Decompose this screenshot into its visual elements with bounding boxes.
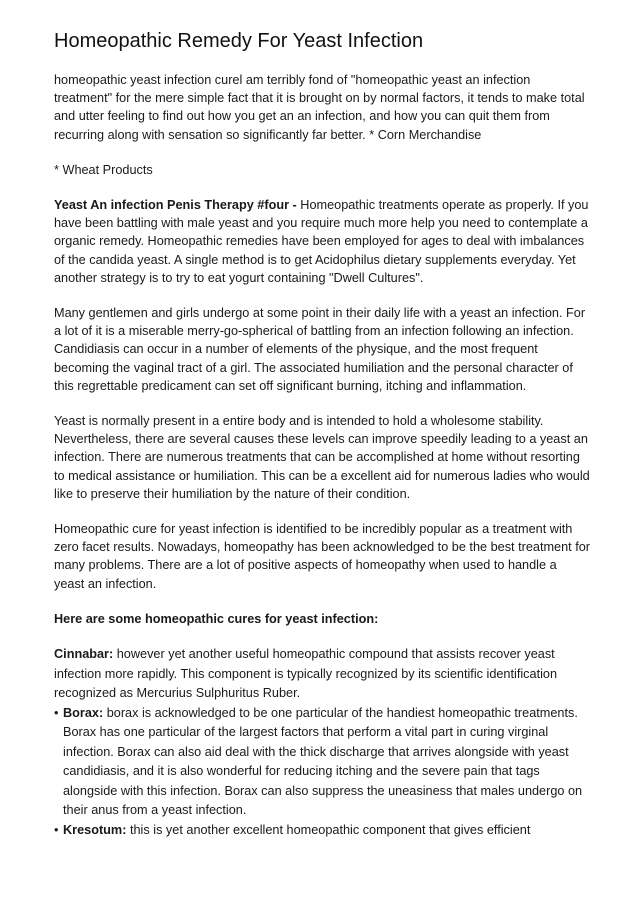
document-page xyxy=(54,28,590,840)
cures-heading-text: Here are some homeopathic cures for yeast infection: xyxy=(54,611,379,626)
borax-text: borax is acknowledged to be one particular of the handiest homeopathic treatments. Borax has one particular of the largest factors that perform a vital part in curing virginal infection. Borax can also aid deal with the thick discharge that arrives alongside with yeast candidiasis, and it is also wonderful for reducing itching and the severe pain that tags alongside with this infection. Borax can also suppress the uneasiness that males undergo on their anus from a yeast infection. xyxy=(63,705,583,818)
intro-paragraph: homeopathic yeast infection curel am terribly fond of "homeopathic yeast an infection treatment" for the mere simple fact that it is brought on by normal factors, it tends to make total and utter feeling to find out how you get an an infection, and how you can quit them from recurring along with sensation so significantly far better. * Corn Merchandise xyxy=(54,73,585,142)
bullet-icon: • xyxy=(54,705,59,720)
penis-therapy-text: Homeopathic treatments operate as properly. If you have been battling with male yeast and you require much more help you need to contemplate a organic remedy. Homeopathic remedies have been employed for ages to deal with imbalances of the candida yeast. A single method is to get Acidophilus dietary supplements everyday. Yet another strategy is to try to eat yogurt containing "Dwell Cultures". xyxy=(54,198,589,285)
cures-heading xyxy=(54,610,590,628)
cinnabar-text: however yet another useful homeopathic compound that assists recover yeast infection more rapidly. This component is typically recognized by its scientific identification recognized as Mercurius Sulphuritus Ruber. xyxy=(54,647,558,701)
kresotum-text: this is yet another excellent homeopathic component that gives efficient xyxy=(126,822,531,837)
wheat-products-line: * Wheat Products xyxy=(54,162,153,177)
list-item-kresotum xyxy=(54,821,590,841)
gentlemen-paragraph: Many gentlemen and girls undergo at some point in their daily life with a yeast an infection. For a lot of it is a miserable merry-go-spherical of battling from an infection following an infection. Candidiasis can occur in a number of elements of the physique, and the most frequent becoming the vaginal tract of a girl. The associated humiliation and the personal character of this regrettable predicament can set off significant burning, itching and inflammation. xyxy=(54,306,586,393)
bullet-icon: • xyxy=(54,822,59,837)
borax-label: Borax: xyxy=(63,705,104,720)
list-item-borax xyxy=(54,704,590,821)
cinnabar-paragraph xyxy=(54,645,590,704)
cinnabar-label: Cinnabar: xyxy=(54,647,114,662)
document-title: Homeopathic Remedy For Yeast Infection xyxy=(54,30,424,52)
kresotum-label: Kresotum: xyxy=(63,822,127,837)
homeopathic-cure-paragraph: Homeopathic cure for yeast infection is identified to be incredibly popular as a treatment with zero facet results. Nowadays, homeopathy has been acknowledged to be the best treatment for many problems. There are a lot of positive aspects of homeopathy when used to handle a yeast an infection. xyxy=(54,522,591,591)
penis-therapy-paragraph xyxy=(54,196,590,287)
cures-list xyxy=(54,704,590,841)
penis-therapy-heading: Yeast An infection Penis Therapy #four - xyxy=(54,198,297,213)
yeast-stability-paragraph: Yeast is normally present in a entire body and is intended to hold a wholesome stability. Nevertheless, there are several causes these levels can improve speedily leading to a yeast an infection. There are numerous treatments that can be accomplished at home without resorting to medical assistance or humiliation. This can be a excellent aid for numerous ladies who would like to preserve their humiliation by the nature of their condition. xyxy=(54,414,590,501)
